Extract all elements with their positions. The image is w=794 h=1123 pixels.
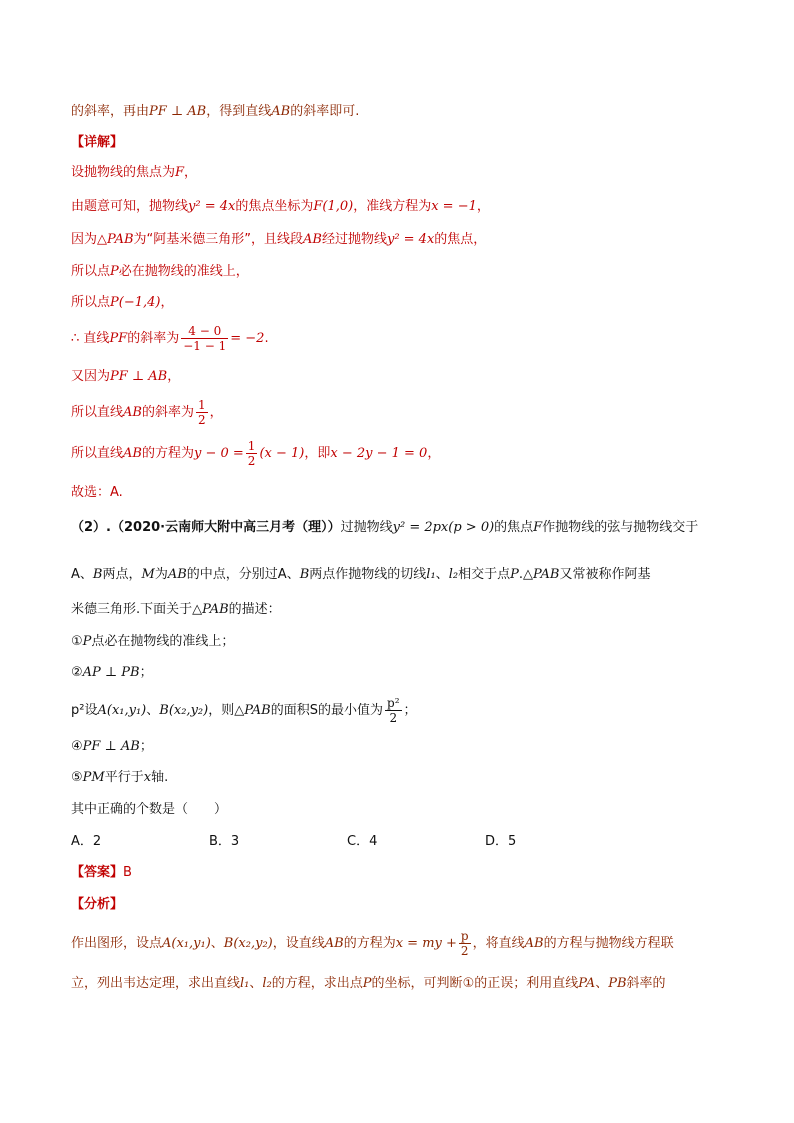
option-a[interactable]: A．2 — [71, 834, 102, 849]
answer-value: B — [123, 865, 132, 880]
analysis-heading: 【分析】 — [71, 897, 124, 912]
statement-2: ②AP ⊥ PB； — [71, 665, 153, 680]
solution-line-9: 所以直线AB的方程为y − 0 = $\frac{1}{2}$ (x − 1)，即x − 2y − 1 = 0， — [71, 439, 441, 468]
answer-options — [71, 833, 623, 851]
solution-line-8: 所以直线AB的斜率为 $\frac{1}{2}$ ， — [71, 398, 223, 427]
detail-heading: 【详解】 — [71, 135, 124, 150]
option-d[interactable]: D．5 — [485, 834, 517, 849]
solution-line-7: 又因为PF ⊥ AB， — [71, 369, 181, 384]
statement-5: ⑤PM平行于x轴. — [71, 770, 169, 785]
option-c[interactable]: C．4 — [347, 834, 378, 849]
analysis-line-2: 立，列出韦达定理，求出直线l₁、l₂的方程，求出点P的坐标，可判断①的正误；利用直线PA、PB斜率的 — [71, 976, 666, 991]
solution-line-4: 所以点P必在抛物线的准线上， — [71, 264, 249, 279]
question-2-line-1: （2）.（2020·云南师大附中高三月考（理））过抛物线y² = 2px(p > 0)的焦点F作抛物线的弦与抛物线交于 — [71, 520, 699, 535]
analysis-line-1: 作出图形，设点A(x₁,y₁)、B(x₂,y₂)，设直线AB的方程为x = my + $\frac{p}{2}$ ，将直线AB的方程与抛物线方程联 — [71, 929, 674, 958]
statement-4: ④PF ⊥ AB； — [71, 739, 153, 754]
slope-half-fraction: $\frac{1}{2}$ — [197, 398, 206, 427]
question-2-prompt: 其中正确的个数是（ ） — [71, 802, 228, 817]
solution-line-6: ∴ 直线PF的斜率为 $\frac{4 - 0}{-1 - 1}$ = −2. — [71, 324, 269, 353]
slope-fraction: $\frac{4 - 0}{-1 - 1}$ — [183, 324, 227, 353]
option-b[interactable]: B．3 — [209, 834, 240, 849]
line-eq-fraction: $\frac{1}{2}$ — [247, 439, 256, 468]
solution-line-1: 设抛物线的焦点为F， — [71, 165, 198, 180]
solution-line-lead: 的斜率，再由PF ⊥ AB，得到直线AB的斜率即可. — [71, 104, 360, 119]
solution-answer: 故选：A. — [71, 485, 123, 500]
answer-heading: 【答案】 — [71, 865, 124, 880]
solution-line-2: 由题意可知，抛物线y² = 4x的焦点坐标为F(1,0)，准线方程为x = −1， — [71, 199, 490, 214]
area-min-fraction: $\frac{\text{p²}}{2}$ — [387, 696, 400, 725]
question-2-source: （2）.（2020·云南师大附中高三月考（理）） — [71, 520, 341, 535]
statement-1: ①P点必在抛物线的准线上； — [71, 634, 235, 649]
answer-line — [71, 864, 132, 882]
focus-fraction: $\frac{p}{2}$ — [460, 929, 469, 958]
question-2-line-2: A、B两点，M为AB的中点，分别过A、B两点作抛物线的切线l₁、l₂相交于点P.△PAB又常被称作阿基 — [71, 567, 651, 582]
solution-line-3: 因为△PAB为“阿基米德三角形”，且线段AB经过抛物线y² = 4x的焦点， — [71, 232, 487, 247]
statement-3: p²设A(x₁,y₁)、B(x₂,y₂)，则△PAB的面积S的最小值为 $\frac{\text{p²}}{2}$ ； — [71, 696, 417, 725]
solution-line-5: 所以点P(−1,4)， — [71, 295, 174, 310]
question-2-line-3: 米德三角形.下面关于△PAB的描述： — [71, 602, 281, 617]
